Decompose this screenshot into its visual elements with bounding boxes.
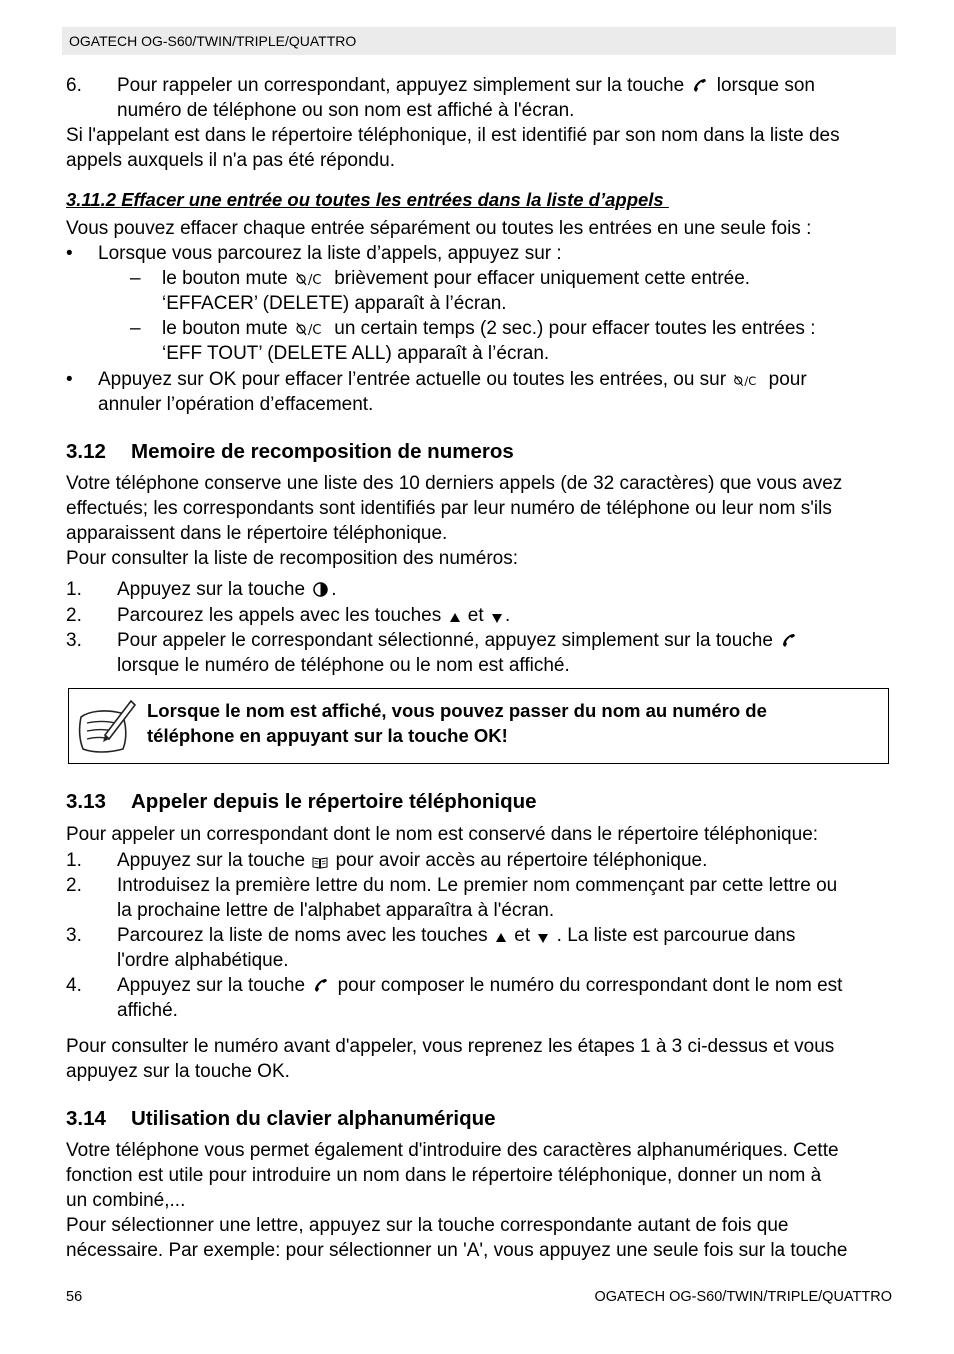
item-text: .: [504, 605, 511, 626]
list-number: 6.: [66, 75, 82, 96]
note-line: Lorsque le nom est affiché, vous pouvez passer du nom au numéro de: [147, 700, 767, 721]
list-item: [117, 923, 795, 951]
item-text: et: [514, 925, 531, 946]
svg-text:/C: /C: [307, 323, 322, 337]
page-header: [62, 27, 896, 55]
svg-text:/C: /C: [307, 273, 322, 287]
item-text: Appuyez sur la touche: [117, 850, 306, 871]
phone-call-icon: [691, 76, 709, 101]
svg-text:/C: /C: [744, 373, 757, 388]
item-text: affiché.: [117, 1000, 178, 1021]
section-number: 3.13: [66, 790, 106, 813]
item-text: Appuyez sur la touche: [117, 579, 306, 600]
paragraph-line: Pour appeler un correspondant dont le nom est conservé dans le répertoire téléphonique:: [66, 824, 819, 845]
section-title: [66, 789, 537, 815]
section-heading: Memoire de recomposition de numeros: [131, 440, 514, 463]
item-text: le bouton mute: [162, 318, 288, 339]
item-text: l'ordre alphabétique.: [117, 950, 289, 971]
item-text: . La liste est parcourue dans: [556, 925, 796, 946]
item-text: et: [467, 605, 484, 626]
paragraph-line: Votre téléphone vous permet également d'introduire des caractères alphanumériques. Cette: [66, 1140, 839, 1161]
paragraph-line: fonction est utile pour introduire un nom dans le répertoire téléphonique, donner un nom à: [66, 1165, 822, 1186]
paragraph-line: appuyez sur la touche OK.: [66, 1061, 290, 1082]
mute-clear-icon: [733, 370, 761, 395]
list-number: 1.: [66, 850, 82, 871]
item-text: Parcourez la liste de noms avec les touches: [117, 925, 488, 946]
header-title: OGATECH OG-S60/TWIN/TRIPLE/QUATTRO: [69, 33, 357, 49]
paragraph-line: Si l'appelant est dans le répertoire téléphonique, il est identifié par son nom dans la liste des: [66, 125, 840, 146]
page-number: 56: [66, 1289, 83, 1305]
paragraph-line: Pour consulter la liste de recomposition des numéros:: [66, 548, 519, 569]
paragraph-line: nécessaire. Par exemple: pour sélectionner un 'A', vous appuyez une seule fois sur la touche: [66, 1240, 848, 1261]
paragraph-line: Votre téléphone conserve une liste des 10 derniers appels (de 32 caractères) que vous avez: [66, 473, 843, 494]
list-item: [117, 577, 337, 605]
list-item: [117, 603, 510, 631]
item-text: le bouton mute: [162, 268, 288, 289]
item-text: Parcourez les appels avec les touches: [117, 605, 442, 626]
item-text: annuler l’opération d’effacement.: [98, 394, 374, 415]
dash: –: [130, 268, 141, 289]
section-number: 3.14: [66, 1107, 106, 1130]
note-line: téléphone en appuyant sur la touche OK!: [147, 725, 508, 746]
section-heading: Utilisation du clavier alphanumérique: [131, 1107, 496, 1130]
item-text: brièvement pour effacer uniquement cette entrée.: [334, 268, 751, 289]
item-text: pour avoir accès au répertoire téléphonique.: [335, 850, 708, 871]
list-item: [117, 628, 800, 656]
phone-call-icon: [780, 631, 798, 656]
section-title: [66, 439, 514, 465]
list-item: [117, 848, 707, 876]
item-text: Introduisez la première lettre du nom. Le premier nom commençant par cette lettre ou: [117, 875, 838, 896]
list-number: 3.: [66, 925, 82, 946]
section-heading: Appeler depuis le répertoire téléphonique: [131, 790, 537, 813]
section-title: [66, 1106, 496, 1132]
list-number: 3.: [66, 630, 82, 651]
item-text: la prochaine lettre de l'alphabet apparaîtra à l'écran.: [117, 900, 555, 921]
dash: –: [130, 318, 141, 339]
bullet: •: [66, 369, 73, 390]
item-text: Appuyez sur OK pour effacer l’entrée actuelle ou toutes les entrées, ou sur: [98, 369, 727, 390]
footer-model: OGATECH OG-S60/TWIN/TRIPLE/QUATTRO: [594, 1289, 892, 1305]
item-text: ‘EFFACER’ (DELETE) apparaît à l’écran.: [162, 293, 507, 314]
paragraph-line: effectués; les correspondants sont identifiés par leur numéro de téléphone ou leur nom s'ils: [66, 498, 832, 519]
paragraph-line: Pour sélectionner une lettre, appuyez sur la touche correspondante autant de fois que: [66, 1215, 789, 1236]
item-text: un certain temps (2 sec.) pour effacer toutes les entrées :: [334, 318, 816, 339]
list-number: 2.: [66, 605, 82, 626]
list-item: [117, 73, 815, 101]
item-text: Pour rappeler un correspondant, appuyez simplement sur la touche: [117, 75, 685, 96]
dash-item: [162, 266, 750, 294]
item-text: lorsque son: [716, 75, 815, 96]
paragraph-line: appels auxquels il n'a pas été répondu.: [66, 150, 395, 171]
item-text: ‘EFF TOUT’ (DELETE ALL) apparaît à l’écran.: [162, 343, 550, 364]
list-number: 4.: [66, 975, 82, 996]
list-number: 2.: [66, 875, 82, 896]
paragraph-line: Vous pouvez effacer chaque entrée séparément ou toutes les entrées en une seule fois :: [66, 218, 812, 239]
up-arrow-icon: [495, 926, 507, 951]
subsection-title: 3.11.2 Effacer une entrée ou toutes les entrées dans la liste d’appels: [66, 189, 669, 210]
list-item: [117, 973, 842, 1001]
section-number: 3.12: [66, 440, 106, 463]
paragraph-line: un combiné,...: [66, 1190, 186, 1211]
item-text: numéro de téléphone ou son nom est affiché à l'écran.: [117, 100, 575, 121]
down-arrow-icon: [537, 926, 549, 951]
bullet: •: [66, 243, 73, 264]
paragraph-line: apparaissent dans le répertoire téléphonique.: [66, 523, 448, 544]
item-text: Pour appeler le correspondant sélectionné, appuyez simplement sur la touche: [117, 630, 773, 651]
dash-item: [162, 316, 816, 344]
bullet-text: [98, 367, 807, 395]
item-text: lorsque le numéro de téléphone ou le nom est affiché.: [117, 655, 570, 676]
list-number: 1.: [66, 579, 82, 600]
paragraph-line: Pour consulter le numéro avant d'appeler, vous reprenez les étapes 1 à 3 ci-dessus et vous: [66, 1036, 835, 1057]
note-text: [147, 698, 767, 748]
redial-icon: [312, 580, 329, 605]
item-text: pour composer le numéro du correspondant dont le nom est: [337, 975, 843, 996]
note-box: [68, 688, 889, 764]
item-text: .: [331, 579, 337, 600]
item-text: Appuyez sur la touche: [117, 975, 306, 996]
bullet-text: Lorsque vous parcourez la liste d’appels, appuyez sur :: [98, 243, 562, 264]
item-text: pour: [768, 369, 807, 390]
phone-call-icon: [312, 976, 330, 1001]
note-pencil-icon: [75, 695, 137, 762]
